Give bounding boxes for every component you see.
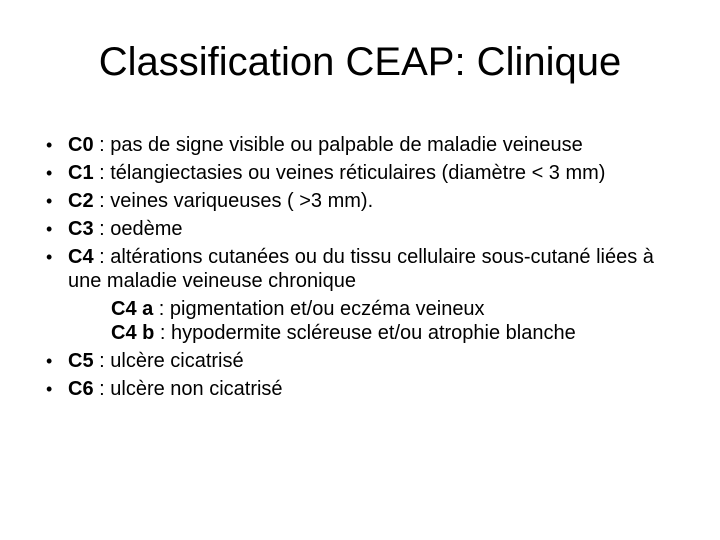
list-item-c1 [40, 161, 690, 185]
sub-item-text: : pigmentation et/ou eczéma veineux [153, 298, 485, 320]
sub-item-c4b [40, 321, 690, 345]
sub-item-code: C4 a [111, 298, 154, 320]
bullet-icon: • [46, 379, 53, 399]
list-item-c6 [40, 377, 690, 401]
bullet-icon: • [46, 163, 53, 183]
item-text: : altérations cutanées ou du tissu cellulaire sous-cutané liées à une maladie veineuse chronique [68, 246, 654, 292]
sub-item-code: C4 b [111, 322, 155, 344]
item-text: : pas de signe visible ou palpable de maladie veineuse [93, 134, 583, 156]
bullet-icon: • [46, 135, 53, 155]
sub-item-text: : hypodermite scléreuse et/ou atrophie blanche [154, 322, 576, 344]
item-text: : veines variqueuses ( >3 mm). [93, 190, 374, 212]
item-code: C4 [68, 246, 94, 268]
item-text: : ulcère cicatrisé [93, 350, 244, 372]
sub-item-c4a [40, 297, 690, 321]
slide-body [40, 133, 690, 405]
bullet-icon: • [46, 247, 53, 267]
list-item-c3 [40, 217, 690, 241]
list-item-c4 [40, 245, 690, 293]
item-text: : ulcère non cicatrisé [93, 378, 283, 400]
item-code: C5 [68, 350, 94, 372]
list-item-c2 [40, 189, 690, 213]
list-item-c5 [40, 349, 690, 373]
item-text: : télangiectasies ou veines réticulaires (diamètre < 3 mm) [93, 162, 606, 184]
bullet-icon: • [46, 191, 53, 211]
bullet-icon: • [46, 219, 53, 239]
item-code: C3 [68, 218, 94, 240]
item-code: C2 [68, 190, 94, 212]
slide-title: Classification CEAP: Clinique [98, 40, 622, 84]
item-code: C1 [68, 162, 94, 184]
bullet-icon: • [46, 351, 53, 371]
item-code: C6 [68, 378, 94, 400]
list-item-c0 [40, 133, 690, 157]
item-code: C0 [68, 134, 94, 156]
item-text: : oedème [93, 218, 183, 240]
